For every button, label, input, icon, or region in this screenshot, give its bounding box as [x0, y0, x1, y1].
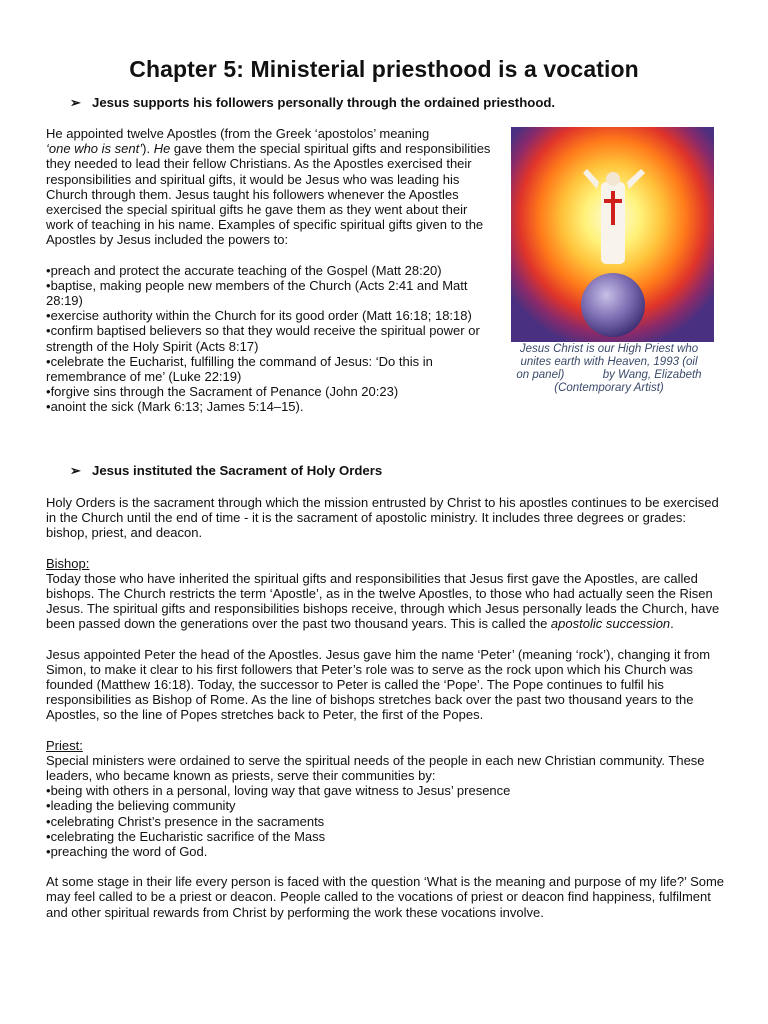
painting-caption: Jesus Christ is our High Priest who unites earth with Heaven, 1993 (oil on panel) by Wang, Elizabeth (Contemporary Artist)	[516, 343, 702, 394]
bishop-label: Bishop:	[46, 555, 90, 571]
apostle-powers-list	[46, 263, 496, 415]
list-item: • preaching the word of God.	[46, 844, 726, 859]
section-heading-priesthood	[70, 95, 555, 111]
list-item: • exercise authority within the Church for its good order (Matt 16:18; 18:18)	[46, 308, 496, 323]
heading-text: Jesus supports his followers personally through the ordained priesthood.	[92, 95, 556, 110]
bishop-paragraph: Today those who have inherited the spiritual gifts and responsibilities that Jesus first gave the Apostles, are called bishops. The Church restricts the term ‘Apostle’, as in the twelve Apostles, to those who had actually seen the Risen Jesus. The spiritual gifts and responsibilities bishops receive, through which Jesus personally leads the Church, have been passed down the generations over the past two thousand years. This is called the apostolic succession.	[46, 570, 720, 632]
list-item: • forgive sins through the Sacrament of Penance (John 20:23)	[46, 384, 496, 399]
peter-paragraph: Jesus appointed Peter the head of the Apostles. Jesus gave him the name ‘Peter’ (meaning ‘rock’), changing it from Simon, to make it clear to his first followers that Peter’s role was to serve as the rock upon which his Church was founded (Matthew 16:18). Today, the successor to Peter is called the ‘Pope’. The Pope continues to fulfil his responsibilities as Bishop of Rome. As the line of bishops stretches back over the past two thousand years to the Apostles, so the line of Popes stretches back to Peter, the first of the Popes.	[46, 646, 711, 723]
section-heading-holy-orders	[70, 463, 382, 479]
priest-roles-list	[46, 783, 726, 859]
list-item: • celebrating the Eucharistic sacrifice of the Mass	[46, 829, 726, 844]
priest-label: Priest:	[46, 737, 83, 753]
list-item: • anoint the sick (Mark 6:13; James 5:14–15).	[46, 399, 496, 414]
vocation-paragraph: At some stage in their life every person is faced with the question ‘What is the meaning and purpose of my life?’ Some may feel called to be a priest or deacon. People called to the vocations of priest or deacon find happiness, fulfilment and other spiritual rewards from Christ by performing the work these vocations involve.	[46, 874, 725, 920]
earth-globe	[581, 273, 645, 337]
list-item: • preach and protect the accurate teaching of the Gospel (Matt 28:20)	[46, 263, 496, 278]
chapter-title: Chapter 5: Ministerial priesthood is a vocation	[129, 56, 639, 82]
red-cross-vertical	[611, 191, 615, 225]
priest-paragraph: Special ministers were ordained to serve the spiritual needs of the people in each new Christian community. These leaders, who became known as priests, serve their communities by:	[46, 752, 705, 784]
list-item: • leading the believing community	[46, 798, 726, 813]
holy-orders-paragraph: Holy Orders is the sacrament through which the mission entrusted by Christ to his apostles continues to be exercised in the Church until the end of time - it is the sacrament of apostolic ministry. It includes three degrees or grades: bishop, priest, and deacon.	[46, 495, 719, 541]
list-item: • confirm baptised believers so that they would receive the spiritual power or strength of the Holy Spirit (Acts 8:17)	[46, 323, 496, 353]
arrow-bullet-icon: ➢	[70, 95, 81, 110]
list-item: • celebrating Christ’s presence in the sacraments	[46, 814, 726, 829]
list-item: • baptise, making people new members of the Church (Acts 2:41 and Matt 28:19)	[46, 278, 496, 308]
holy-orders-section	[46, 495, 726, 935]
list-item: • celebrate the Eucharist, fulfilling the command of Jesus: ‘Do this in remembrance of me’ (Luke 22:19)	[46, 354, 496, 384]
list-item: • being with others in a personal, loving way that gave witness to Jesus’ presence	[46, 783, 726, 798]
intro-section	[46, 126, 496, 415]
arrow-bullet-icon: ➢	[70, 463, 81, 478]
intro-paragraph: He appointed twelve Apostles (from the Greek ‘apostolos’ meaning ‘one who is sent’). He gave them the special spiritual gifts and responsibilities they needed to lead their fellow Christians. As the Apostles exercised their responsibilities and spiritual gifts, it would be Jesus who was leading his Church through them. Jesus taught his followers whenever the Apostles exercised the special spiritual gifts he gave them as they went about their work of teaching in his name. Examples of specific spiritual gifts given to the Apostles by Jesus included the powers to:	[46, 126, 491, 248]
red-cross-horizontal	[604, 199, 622, 203]
painting-image	[511, 127, 714, 342]
painting-christ-high-priest	[511, 127, 714, 342]
heading-text: Jesus instituted the Sacrament of Holy Orders	[92, 463, 383, 478]
